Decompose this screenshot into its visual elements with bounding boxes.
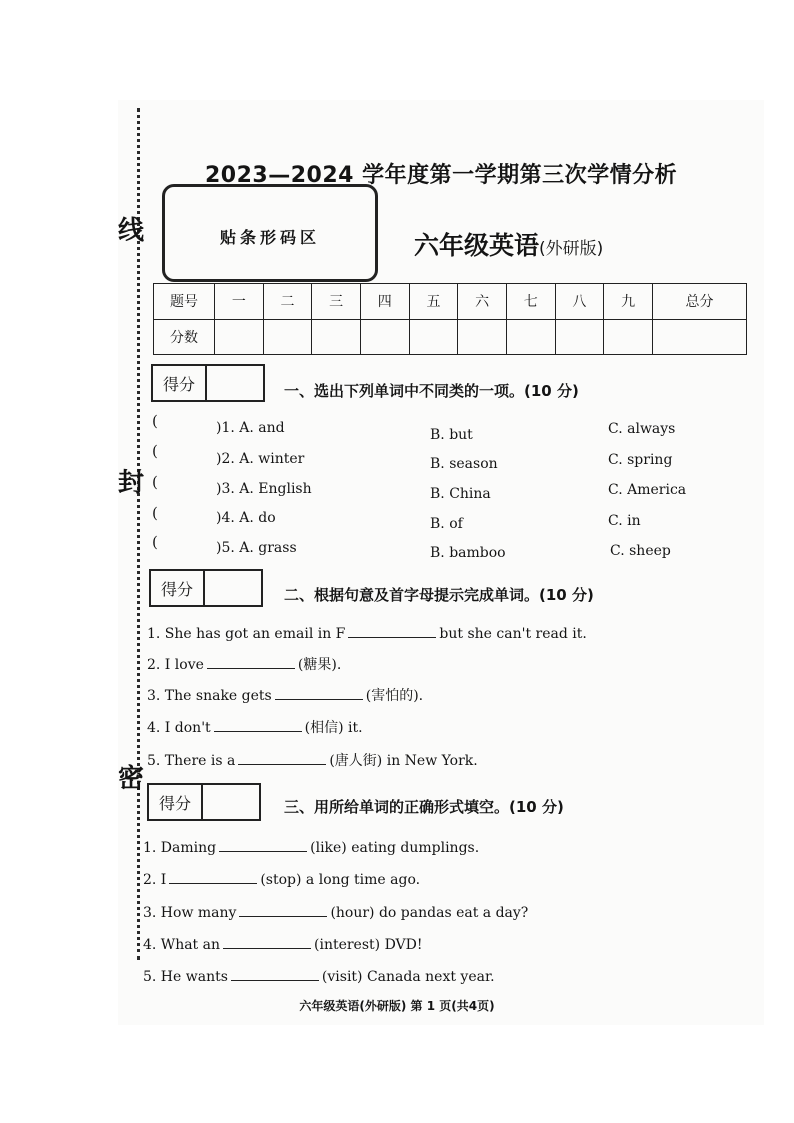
score-table-col: 一: [215, 284, 264, 320]
section1-title: 一、选出下列单词中不同类的一项。(10 分): [284, 382, 579, 400]
question-text: 3. How many: [143, 905, 237, 921]
answer-blank[interactable]: [231, 968, 319, 981]
score-table-col: 六: [458, 284, 507, 320]
s1-q2-option-c: C. spring: [608, 452, 673, 468]
question-text: (糖果).: [297, 657, 342, 673]
answer-blank[interactable]: [219, 839, 307, 852]
subject-title: [414, 226, 603, 262]
score-cell[interactable]: [652, 319, 746, 355]
s1-q4-option-a: )4. A. do: [216, 510, 276, 526]
question-text: 2. I: [143, 872, 167, 888]
answer-blank[interactable]: [214, 719, 302, 732]
section2-title: 二、根据句意及首字母提示完成单词。(10 分): [284, 586, 594, 604]
score-table-row2-head: 分数: [154, 319, 215, 355]
question-text: 2. I love: [147, 657, 204, 673]
score-box-field[interactable]: [207, 366, 263, 400]
s1-q4-option-b: B. of: [430, 516, 463, 532]
s3-q4: [143, 936, 423, 953]
section3-title: 三、用所给单词的正确形式填空。(10 分): [284, 798, 564, 816]
answer-blank[interactable]: [169, 871, 257, 884]
section2-score-box: [149, 569, 263, 607]
side-label-seal: 封: [118, 468, 145, 498]
answer-paren[interactable]: (: [152, 412, 158, 430]
side-label-secret: 密: [118, 764, 145, 794]
s1-q5-option-c: C. sheep: [610, 543, 671, 559]
s3-q3: [143, 904, 528, 921]
score-box-label: 得分: [149, 785, 203, 819]
score-box-field[interactable]: [203, 785, 259, 819]
s1-q4-option-c: C. in: [608, 513, 641, 529]
score-cell[interactable]: [506, 319, 555, 355]
score-table-col: 四: [360, 284, 409, 320]
answer-blank[interactable]: [207, 656, 295, 669]
question-text: (相信) it.: [304, 720, 363, 736]
s1-q5-option-b: B. bamboo: [430, 545, 506, 561]
score-cell[interactable]: [312, 319, 361, 355]
s2-q2: [147, 654, 341, 674]
question-text: 1. Daming: [143, 840, 217, 856]
answer-paren[interactable]: (: [152, 442, 158, 460]
answer-paren[interactable]: (: [152, 473, 158, 491]
s1-q1-option-a: )1. A. and: [216, 420, 285, 436]
section1-score-box: [151, 364, 265, 402]
question-text: 3. The snake gets: [147, 688, 272, 704]
score-table-col: 二: [263, 284, 312, 320]
barcode-area: [162, 184, 378, 282]
question-text: 5. There is a: [147, 753, 236, 769]
score-box-label: 得分: [153, 366, 207, 400]
score-table-col: 八: [555, 284, 604, 320]
score-table-row1-head: 题号: [154, 284, 215, 320]
exam-title: 2023—2024 学年度第一学期第三次学情分析: [205, 163, 678, 188]
s3-q1: [143, 839, 479, 856]
answer-blank[interactable]: [275, 687, 363, 700]
score-cell[interactable]: [604, 319, 653, 355]
s1-q2-option-a: )2. A. winter: [216, 451, 305, 467]
score-table-header-row: [154, 284, 747, 320]
s1-q2-option-b: B. season: [430, 456, 498, 472]
section3-score-box: [147, 783, 261, 821]
score-cell[interactable]: [555, 319, 604, 355]
score-table-col: 七: [506, 284, 555, 320]
question-text: (interest) DVD!: [314, 937, 423, 953]
question-text: (stop) a long time ago.: [260, 872, 421, 888]
answer-blank[interactable]: [348, 625, 436, 638]
s1-q3-option-c: C. America: [608, 482, 687, 498]
side-label-line: 线: [118, 216, 145, 246]
s2-q1: [147, 625, 587, 642]
score-cell[interactable]: [458, 319, 507, 355]
answer-blank[interactable]: [223, 936, 311, 949]
score-cell[interactable]: [263, 319, 312, 355]
answer-paren[interactable]: (: [152, 504, 158, 522]
score-cell[interactable]: [215, 319, 264, 355]
score-table-col: 总分: [652, 284, 746, 320]
barcode-label: 贴条形码区: [219, 228, 320, 247]
question-text: (like) eating dumplings.: [310, 840, 480, 856]
score-table-score-row: [154, 319, 747, 355]
question-text: (hour) do pandas eat a day?: [330, 905, 529, 921]
subject-name: 六年级英语: [414, 231, 540, 260]
s1-q5-option-a: )5. A. grass: [216, 540, 297, 556]
question-text: 5. He wants: [143, 969, 228, 985]
score-box-label: 得分: [151, 571, 205, 605]
question-text: but she can't read it.: [439, 626, 587, 642]
s2-q4: [147, 717, 363, 737]
question-text: 4. I don't: [147, 720, 211, 736]
score-table: [153, 283, 747, 355]
page-footer: 六年级英语(外研版) 第 1 页(共4页): [299, 999, 495, 1013]
question-text: (害怕的).: [365, 688, 424, 704]
s2-q5: [147, 750, 478, 770]
score-table-col: 三: [312, 284, 361, 320]
s1-q3-option-b: B. China: [430, 486, 491, 502]
question-text: 4. What an: [143, 937, 220, 953]
score-table-col: 九: [604, 284, 653, 320]
answer-blank[interactable]: [238, 752, 326, 765]
edition-label: (外研版): [539, 239, 604, 259]
score-box-field[interactable]: [205, 571, 261, 605]
score-cell[interactable]: [360, 319, 409, 355]
s3-q2: [143, 871, 420, 888]
score-cell[interactable]: [409, 319, 458, 355]
question-text: (唐人街) in New York.: [329, 753, 478, 769]
s1-q1-option-b: B. but: [430, 427, 473, 443]
answer-blank[interactable]: [239, 904, 327, 917]
score-table-col: 五: [409, 284, 458, 320]
s2-q3: [147, 685, 423, 705]
answer-paren[interactable]: (: [152, 533, 158, 551]
s3-q5: [143, 968, 495, 985]
question-text: (visit) Canada next year.: [321, 969, 495, 985]
s1-q3-option-a: )3. A. English: [216, 481, 312, 497]
question-text: 1. She has got an email in F: [147, 626, 346, 642]
s1-q1-option-c: C. always: [608, 421, 676, 437]
